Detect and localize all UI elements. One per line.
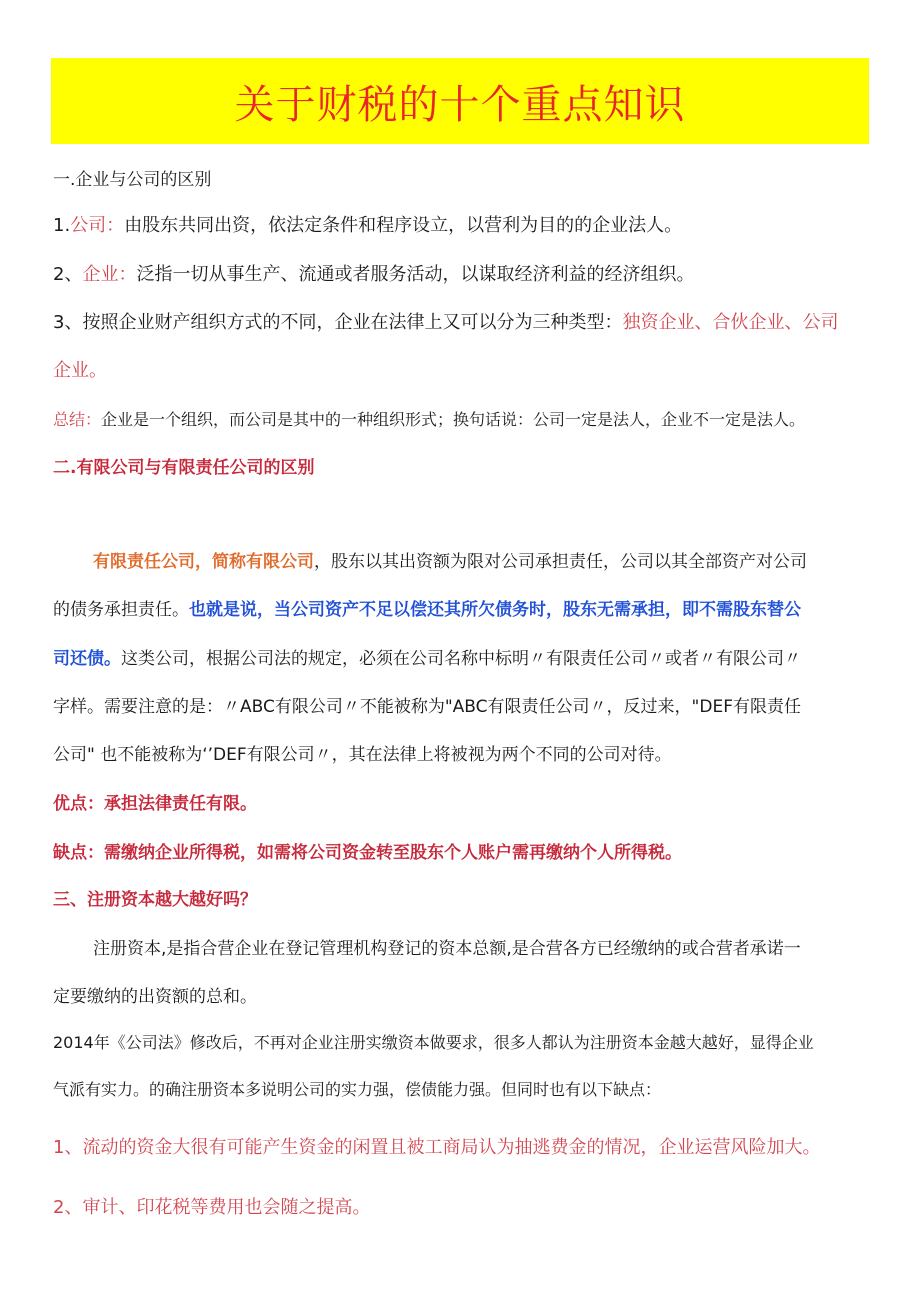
p3-blue: 司还债。 (53, 649, 121, 669)
section2-pros: 优点：承担法律责任有限。 (53, 794, 257, 814)
item1-number: 1. (53, 215, 71, 236)
p2-blue: 也就是说，当公司资产不足以偿还其所欠债务时，股东无需承担，即不需股东替公 (189, 600, 801, 620)
section2-p3 (53, 647, 873, 671)
p1-text: ，股东以其出资额为限对公司承担责任，公司以其全部资产对公司 (314, 552, 807, 572)
section3-heading: 三、注册资本越大越好吗？ (53, 890, 257, 910)
section2-p5: 公司" 也不能被称为‘’DEF有限公司〃，其在法律上将被视为两个不同的公司对待。 (53, 745, 672, 765)
item3-types: 独资企业、合伙企业、公司 (622, 312, 839, 333)
section2-cons: 缺点：需缴纳企业所得税，如需将公司资金转至股东个人账户需再缴纳个人所得税。 (53, 843, 682, 863)
item1-term: 公司： (70, 215, 125, 236)
section3-p1-cont: 定要缴纳的出资额的总和。 (53, 987, 257, 1007)
section1-summary (53, 408, 873, 432)
section2-heading: 二.有限公司与有限责任公司的区别 (53, 458, 315, 478)
item1-text: 由股东共同出资，依法定条件和程序设立，以营利为目的的企业法人。 (124, 215, 683, 236)
item2-text: 泛指一切从事生产、流通或者服务活动，以谋取经济利益的经济组织。 (136, 264, 695, 285)
title-banner (51, 58, 869, 144)
section2-p4: 字样。需要注意的是：〃ABC有限公司〃不能被称为"ABC有限责任公司〃，反过来，"DEF有限责任 (53, 697, 801, 717)
section3-point2: 2、审计、印花税等费用也会随之提高。 (53, 1197, 371, 1218)
section3-p2-cont: 气派有实力。的确注册资本多说明公司的实力强，偿债能力强。但同时也有以下缺点： (53, 1080, 662, 1099)
item3-text: 3、按照企业财产组织方式的不同，企业在法律上又可以分为三种类型： (53, 312, 623, 333)
section3-p2: 2014年《公司法》修改后，不再对企业注册实缴资本做要求，很多人都认为注册资本金越大越好，显得企业 (53, 1033, 814, 1052)
item2-term: 企业： (82, 264, 137, 285)
section1-heading: 一.企业与公司的区别 (53, 170, 212, 190)
section1-item2 (53, 263, 873, 287)
p1-bold: 有限责任公司，简称有限公司 (93, 552, 314, 572)
section1-item1 (53, 214, 873, 238)
p2-text: 的债务承担责任。 (53, 600, 189, 620)
summary-text: 企业是一个组织，而公司是其中的一种组织形式；换句话说：公司一定是法人，企业不一定是法人。 (101, 410, 806, 429)
item3-types-cont: 企业。 (53, 360, 107, 381)
p3-text: 这类公司，根据公司法的规定，必须在公司名称中标明〃有限责任公司〃或者〃有限公司〃 (121, 649, 801, 669)
section2-p1 (93, 550, 913, 574)
page-title: 关于财税的十个重点知识 (234, 81, 686, 128)
section3-point1: 1、流动的资金大很有可能产生资金的闲置且被工商局认为抽逃费金的情况，企业运营风险加大。 (53, 1137, 821, 1158)
summary-label: 总结： (53, 410, 102, 429)
item2-number: 2、 (53, 264, 83, 285)
section2-p2 (53, 598, 873, 622)
section1-item3 (53, 311, 873, 335)
section3-p1: 注册资本,是指合营企业在登记管理机构登记的资本总额,是合营各方已经缴纳的或合营者承诺一 (93, 939, 801, 959)
